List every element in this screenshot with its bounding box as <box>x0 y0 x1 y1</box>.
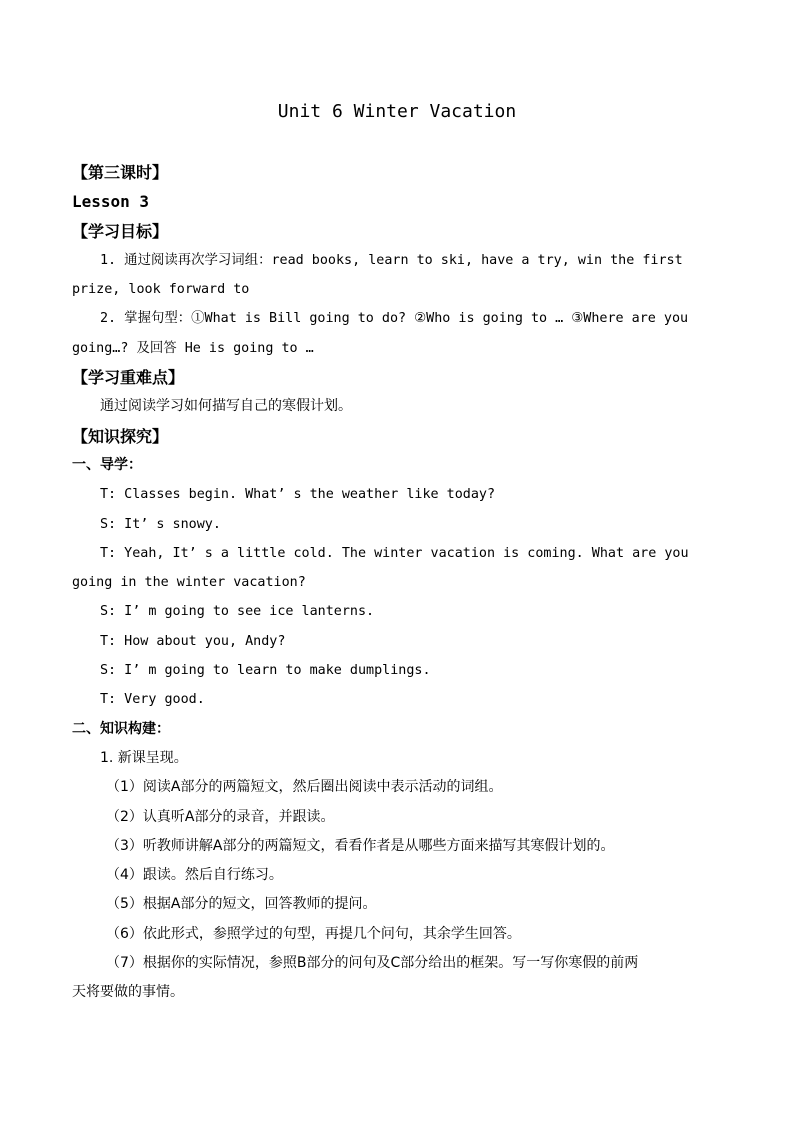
document-page <box>72 96 722 1008</box>
objective-1-line-2: prize, look forward to <box>72 282 250 298</box>
key-points-heading: 【学习重难点】 <box>72 368 185 388</box>
step-item: （1）阅读A部分的两篇短文，然后圈出阅读中表示活动的词组。 <box>106 779 503 796</box>
step-item: （5）根据A部分的短文，回答教师的提问。 <box>106 896 377 913</box>
key-points-text: 通过阅读学习如何描写自己的寒假计划。 <box>100 398 352 415</box>
objective-2-line-2: going…? 及回答 He is going to … <box>72 340 314 356</box>
dialog-line: S: I’ m going to see ice lanterns. <box>100 604 375 620</box>
dialog-line: T: Yeah, It’ s a little cold. The winter vacation is coming. What are you <box>100 545 689 561</box>
dialog-line: S: It’ s snowy. <box>100 516 221 532</box>
lesson-heading: Lesson 3 <box>72 192 150 212</box>
objectives-heading: 【学习目标】 <box>72 221 169 241</box>
dialog-line: T: Classes begin. What’ s the weather like today? <box>100 487 496 503</box>
dialog-line: T: Very good. <box>100 692 205 708</box>
dialog-line: S: I’ m going to learn to make dumplings. <box>100 663 431 679</box>
objective-1-line-1: 1. 通过阅读再次学习词组：read books, learn to ski, have a try, win the first <box>100 252 683 268</box>
document-title: Unit 6 Winter Vacation <box>277 101 517 122</box>
objective-2-line-1: 2. 掌握句型：①What is Bill going to do? ②Who is going to … ③Where are you <box>100 311 689 327</box>
build-heading: 二、知识构建： <box>72 720 170 737</box>
dialog-line-wrap: going in the winter vacation? <box>72 575 306 591</box>
step-item: （7）根据你的实际情况，参照B部分的问句及C部分给出的框架。写一写你寒假的前两 <box>106 955 639 972</box>
dialog-line: T: How about you, Andy? <box>100 633 286 649</box>
new-lesson-label: 1. 新课呈现。 <box>100 749 188 766</box>
step-item: （2）认真听A部分的录音，并跟读。 <box>106 808 335 825</box>
step-item: （6）依此形式，参照学过的句型，再提几个问句，其余学生回答。 <box>106 925 521 942</box>
guide-heading: 一、导学： <box>72 456 142 473</box>
step-item: （3）听教师讲解A部分的两篇短文，看看作者是从哪些方面来描写其寒假计划的。 <box>106 837 615 854</box>
step-item: （4）跟读。然后自行练习。 <box>106 867 283 884</box>
period-heading: 【第三课时】 <box>72 163 169 182</box>
explore-heading: 【知识探究】 <box>72 426 169 446</box>
step-item-wrap: 天将要做的事情。 <box>72 984 184 1001</box>
